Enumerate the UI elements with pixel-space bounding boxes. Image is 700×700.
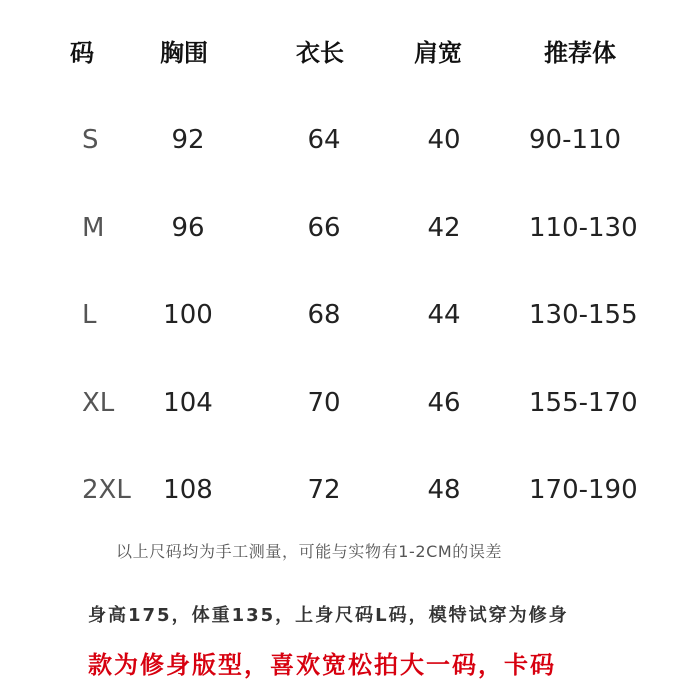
row-2-length: 66 [307, 213, 341, 243]
header-bust: 胸围 [160, 39, 208, 67]
fit-tip: 款为修身版型，喜欢宽松拍大一码，卡码 [88, 651, 556, 679]
row-2-size: M [82, 213, 105, 243]
row-5-weight: 170-190 [529, 475, 638, 505]
row-4-bust: 104 [163, 388, 213, 418]
header-length: 衣长 [296, 39, 344, 67]
row-1-shoulder: 40 [427, 125, 461, 155]
header-recommended-weight: 推荐体 [544, 39, 616, 67]
row-5-size: 2XL [82, 475, 131, 505]
row-5-length: 72 [307, 475, 341, 505]
measurement-note: 以上尺码均为手工测量，可能与实物有1-2CM的误差 [116, 542, 503, 561]
row-5-bust: 108 [163, 475, 213, 505]
row-3-bust: 100 [163, 300, 213, 330]
row-5-shoulder: 48 [427, 475, 461, 505]
row-1-size: S [82, 125, 99, 155]
header-size: 码 [70, 39, 94, 67]
header-shoulder: 肩宽 [414, 39, 462, 67]
row-3-weight: 130-155 [529, 300, 638, 330]
row-4-size: XL [82, 388, 115, 418]
row-1-length: 64 [307, 125, 341, 155]
row-2-weight: 110-130 [529, 213, 638, 243]
row-1-weight: 90-110 [529, 125, 622, 155]
row-4-weight: 155-170 [529, 388, 638, 418]
row-4-shoulder: 46 [427, 388, 461, 418]
row-3-shoulder: 44 [427, 300, 461, 330]
row-3-size: L [82, 300, 97, 330]
row-2-shoulder: 42 [427, 213, 461, 243]
model-info: 身高175，体重135，上身尺码L码，模特试穿为修身 [88, 605, 569, 626]
row-3-length: 68 [307, 300, 341, 330]
row-2-bust: 96 [171, 213, 205, 243]
row-1-bust: 92 [171, 125, 205, 155]
row-4-length: 70 [307, 388, 341, 418]
